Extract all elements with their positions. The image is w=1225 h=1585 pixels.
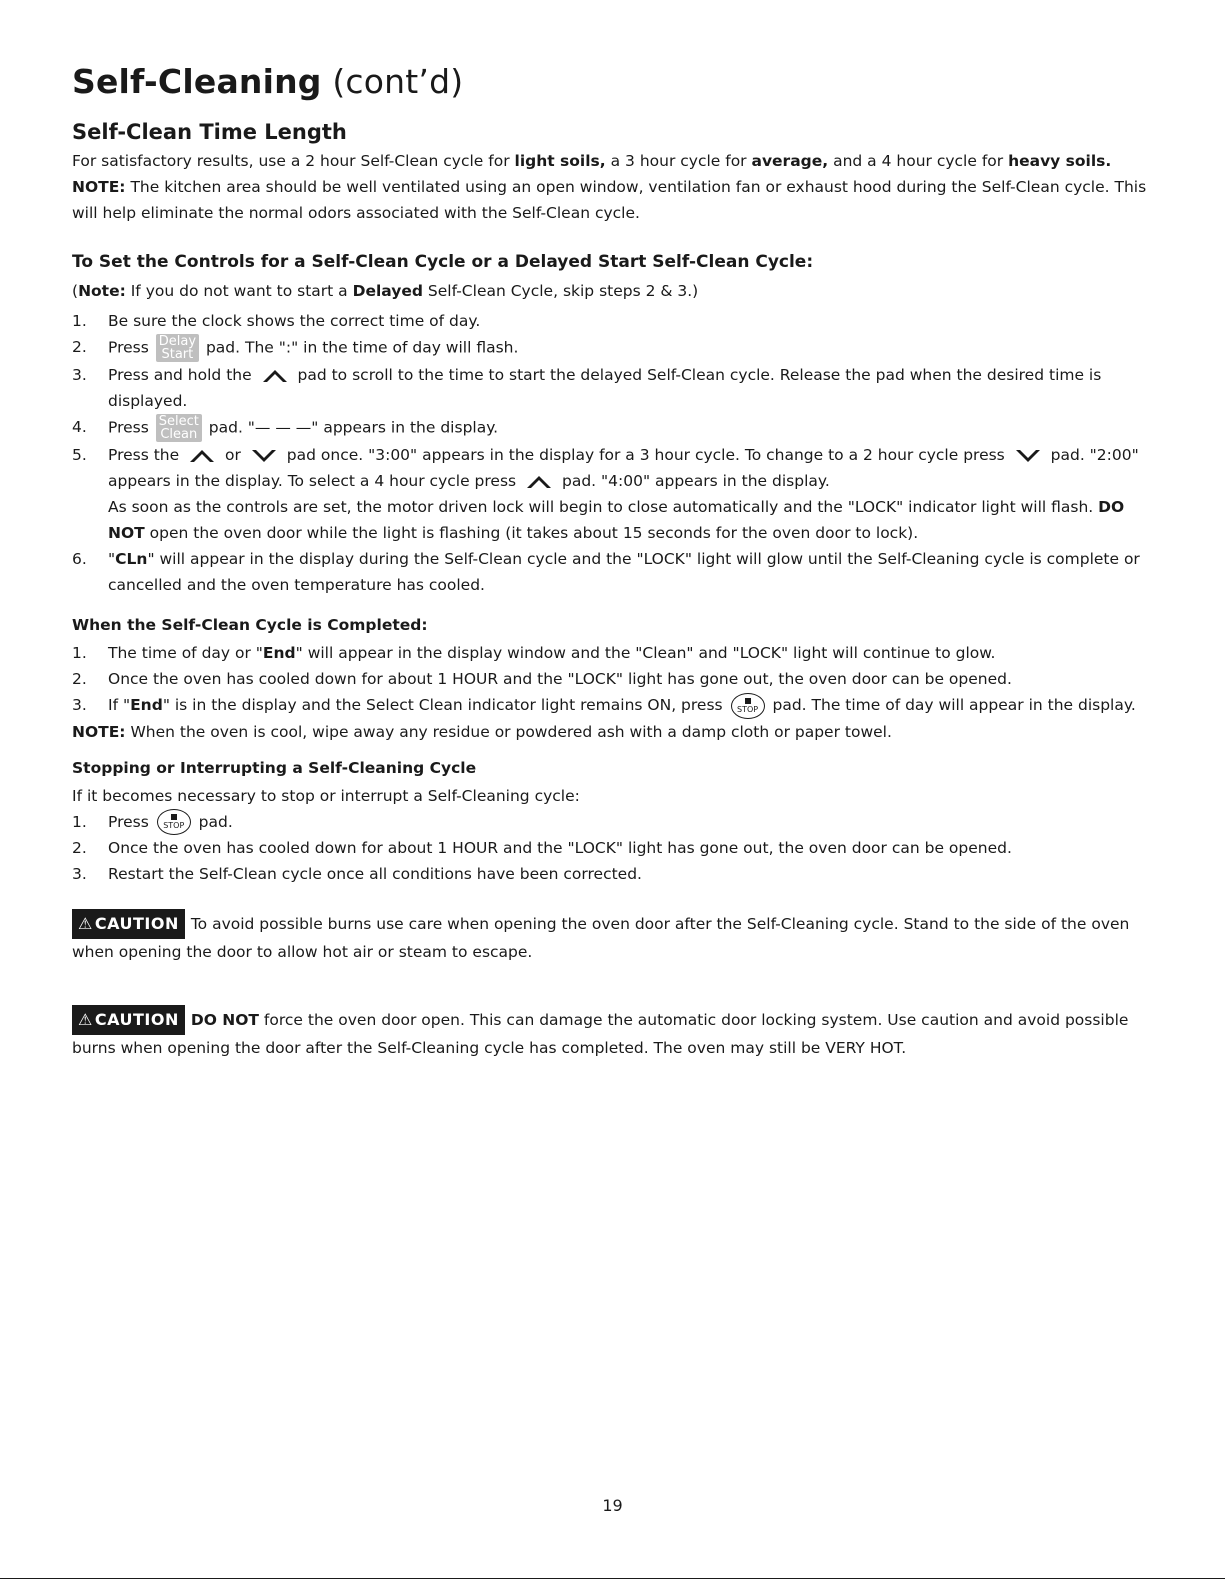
stop-pad-icon: STOP (731, 693, 765, 719)
warning-icon: ⚠ (78, 1010, 93, 1030)
caution-badge: ⚠ CAUTION (72, 909, 185, 939)
down-arrow-icon (1014, 448, 1042, 464)
caution-paragraph-1: ⚠ CAUTION To avoid possible burns use care when opening the oven door after the Self-Cleaning cycle. Stand to the side of the oven when opening the door to allow hot air or steam to escape. (72, 909, 1147, 965)
title-suffix: (cont’d) (321, 62, 464, 101)
down-arrow-icon (250, 448, 278, 464)
completed-note: NOTE: When the oven is cool, wipe away any residue or powdered ash with a damp cloth or paper towel. (72, 722, 892, 741)
caution-paragraph-2: ⚠ CAUTION DO NOT force the oven door open. This can damage the automatic door locking system. Use caution and avoid possible burns when opening the door after the Self-Cleaning cycle has completed. The oven may still be VERY HOT. (72, 1005, 1147, 1061)
stopping-heading: Stopping or Interrupting a Self-Cleaning Cycle (72, 758, 477, 777)
list-item: 1. Press STOP pad. (72, 809, 1147, 836)
up-arrow-icon (261, 368, 289, 384)
list-item: 2. Press Delay Start pad. The ":" in the time of day will flash. (72, 334, 519, 363)
list-item: 1. Be sure the clock shows the correct time of day. (72, 312, 481, 331)
completed-steps (72, 640, 1147, 719)
caution-badge: ⚠ CAUTION (72, 1005, 185, 1035)
warning-icon: ⚠ (78, 914, 93, 934)
set-controls-heading: To Set the Controls for a Self-Clean Cycle or a Delayed Start Self-Clean Cycle: (72, 252, 814, 273)
list-item: 1. The time of day or "End" will appear in the display window and the "Clean" and "LOCK" light will continue to glow. (72, 644, 996, 663)
page-title (72, 64, 1147, 100)
completed-heading: When the Self-Clean Cycle is Completed: (72, 616, 428, 635)
time-length-paragraph: For satisfactory results, use a 2 hour Self-Clean cycle for light soils, a 3 hour cycle for average, and a 4 hour cycle for heavy soils. NOTE: The kitchen area should be well ventilated using an open window, ventilation fan or exhaust hood during the Self-Clean cycle. This will help eliminate the normal odors associated with the Self-Clean cycle. (72, 152, 1147, 223)
delay-start-pad: Delay Start (156, 334, 199, 362)
list-item: 6. "CLn" will appear in the display during the Self-Clean cycle and the "LOCK" light will glow until the Self-Cleaning cycle is complete or cancelled and the oven temperature has cooled. (72, 550, 1140, 595)
stopping-intro: If it becomes necessary to stop or interrupt a Self-Cleaning cycle: (72, 786, 580, 805)
stopping-steps (72, 809, 1147, 888)
set-controls-steps (72, 308, 1147, 598)
list-item: 3. Restart the Self-Clean cycle once all conditions have been corrected. (72, 865, 642, 884)
time-length-heading: Self-Clean Time Length (72, 120, 347, 145)
select-clean-pad: Select Clean (156, 414, 202, 442)
list-item: 2. Once the oven has cooled down for about 1 HOUR and the "LOCK" light has gone out, the oven door can be opened. (72, 839, 1012, 858)
title-main: Self-Cleaning (72, 62, 322, 101)
set-controls-note: (Note: If you do not want to start a Delayed Self-Clean Cycle, skip steps 2 & 3.) (72, 282, 699, 301)
list-item: 3. If "End" is in the display and the Select Clean indicator light remains ON, press STOP pad. The time of day will appear in the display. (72, 692, 1147, 719)
page-number: 19 (602, 1496, 623, 1515)
list-item: 2. Once the oven has cooled down for about 1 HOUR and the "LOCK" light has gone out, the oven door can be opened. (72, 670, 1012, 689)
up-arrow-icon (525, 474, 553, 490)
list-item: 5. Press the or pad once. "3:00" appears in the display for a 3 hour cycle. To change to a 2 hour cycle press pad. "2:00" appears in the display. To select a 4 hour cycle press pad. "4:00" appears in the display. As soon as the controls are set, the motor driven lock will begin to close automatically and the "LOCK" indicator light will flash. DO NOT open the oven door while the light is flashing (it takes about 15 seconds for the oven door to lock). (72, 446, 1139, 543)
stop-pad-icon: STOP (157, 809, 191, 835)
page-content (72, 64, 1147, 1061)
list-item: 4. Press Select Clean pad. "— — —" appears in the display. (72, 414, 499, 443)
list-item: 3. Press and hold the pad to scroll to the time to start the delayed Self-Clean cycle. Release the pad when the desired time is displayed. (72, 366, 1102, 411)
bottom-rule (0, 1578, 1225, 1579)
up-arrow-icon (188, 448, 216, 464)
